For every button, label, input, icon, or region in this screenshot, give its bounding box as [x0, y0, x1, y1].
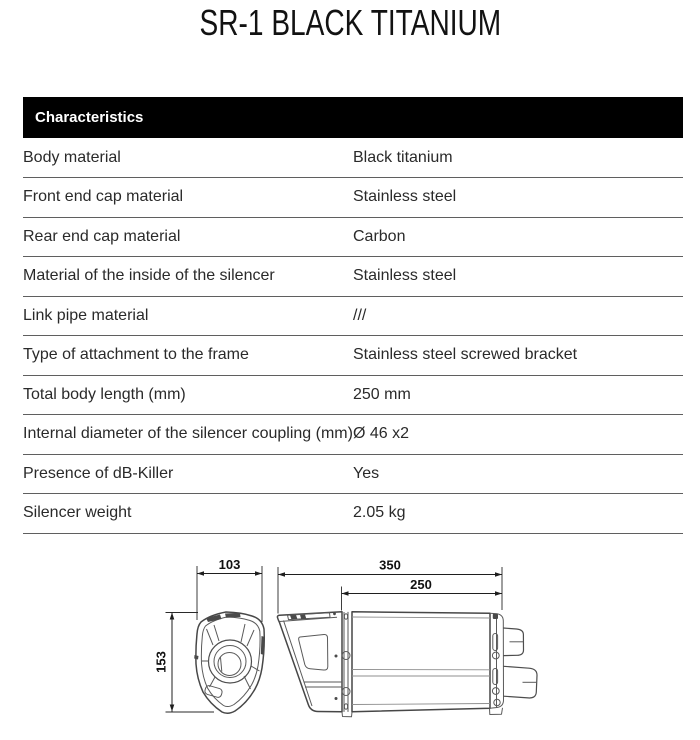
spec-label: Front end cap material — [23, 178, 353, 218]
table-row — [23, 138, 683, 178]
front-cap-inner-edge — [284, 621, 313, 707]
spec-value: Carbon — [353, 217, 683, 257]
dimension-body-length — [342, 577, 503, 611]
spec-label: Material of the inside of the silencer — [23, 257, 353, 297]
rear-cap-hole — [492, 652, 499, 659]
rear-cap-foot — [490, 708, 503, 715]
spec-value: Yes — [353, 454, 683, 494]
spec-label: Rear end cap material — [23, 217, 353, 257]
table-row — [23, 257, 683, 297]
spec-label: Silencer weight — [23, 494, 353, 534]
front-cap-rivet — [335, 697, 338, 700]
clamp-band-foot — [342, 712, 352, 717]
spec-value: 2.05 kg — [353, 494, 683, 534]
front-cap-seam-lines — [304, 682, 343, 687]
rear-cap-bracket — [493, 614, 498, 619]
silencer-side-view — [277, 612, 537, 717]
clamp-band-hole — [342, 652, 350, 660]
spec-value: /// — [353, 296, 683, 336]
dimension-label-250: 250 — [410, 577, 432, 592]
body-seam-lines — [352, 617, 490, 705]
table-row — [23, 296, 683, 336]
dimension-total-length — [278, 558, 502, 614]
side-view-body — [352, 612, 490, 712]
end-view-top-tab — [225, 613, 241, 618]
dimension-label-350: 350 — [379, 557, 401, 573]
spec-label: Type of attachment to the frame — [23, 336, 353, 376]
dimension-label-103: 103 — [218, 557, 241, 572]
spec-value: Ø 46 x2 — [353, 415, 683, 455]
clamp-band-lines — [344, 612, 352, 712]
side-view-front-cap — [277, 612, 342, 712]
table-row — [23, 178, 683, 218]
rear-cap-hole — [492, 688, 499, 695]
end-view-left-tick — [194, 655, 198, 660]
spec-value: Black titanium — [353, 138, 683, 178]
dimension-label-153: 153 — [153, 651, 169, 673]
spec-value: 250 mm — [353, 375, 683, 415]
clamp-band-hole — [342, 688, 350, 696]
spec-label: Link pipe material — [23, 296, 353, 336]
spec-label: Body material — [23, 138, 353, 178]
end-view-outer-outline — [196, 612, 264, 713]
silencer-end-view — [194, 612, 265, 713]
table-row — [23, 454, 683, 494]
outlet-pipe-chord — [221, 658, 222, 672]
clamp-band-slot — [344, 704, 347, 710]
outlet-ring-outer — [209, 640, 252, 683]
spec-label: Presence of dB-Killer — [23, 454, 353, 494]
front-cap-window — [299, 634, 328, 670]
table-row — [23, 375, 683, 415]
spec-value: Stainless steel — [353, 257, 683, 297]
table-row — [23, 415, 683, 455]
table-row — [23, 336, 683, 376]
spec-value: Stainless steel screwed bracket — [353, 336, 683, 376]
table-header: Characteristics — [23, 97, 683, 138]
table-header-row — [23, 97, 683, 138]
spec-label: Total body length (mm) — [23, 375, 353, 415]
table-row — [23, 494, 683, 534]
front-cap-rivet — [333, 612, 336, 615]
page-title-text: SR-1 BLACK TITANIUM — [199, 2, 501, 43]
clamp-band-slot — [344, 614, 347, 620]
characteristics-table — [23, 97, 683, 534]
silencer-technical-drawing — [150, 545, 570, 740]
front-cap-rivet — [335, 655, 338, 658]
table-row — [23, 217, 683, 257]
spec-label: Internal diameter of the silencer coupling (mm) — [23, 415, 353, 455]
page-title — [0, 0, 700, 46]
spec-value: Stainless steel — [353, 178, 683, 218]
